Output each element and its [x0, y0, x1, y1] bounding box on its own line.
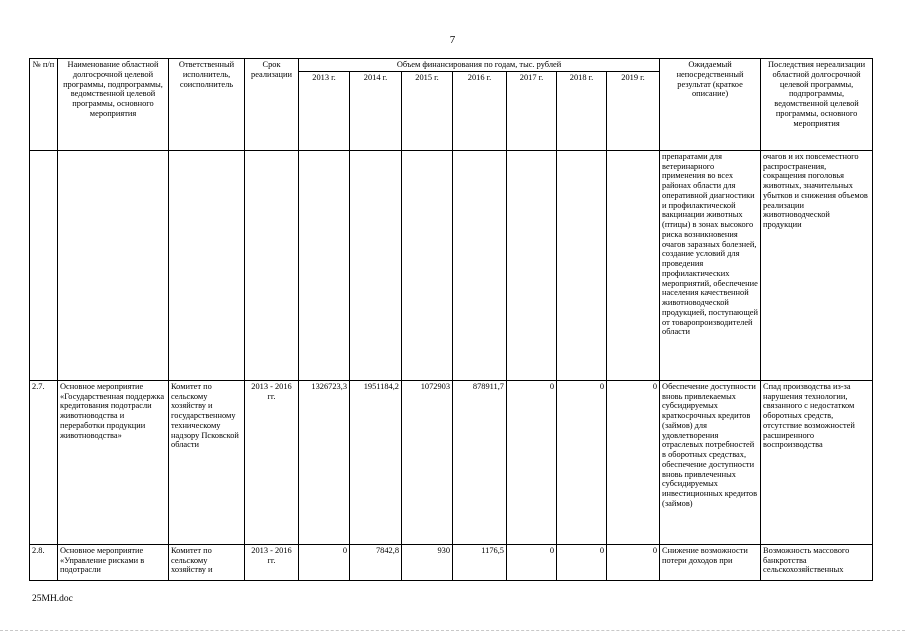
row-value: 0	[299, 544, 350, 580]
row-value: 0	[557, 544, 607, 580]
row-executor: Комитет по сельскому хозяйству и государственному техническому надзору Псковской области	[169, 380, 245, 544]
row-value: 0	[507, 544, 557, 580]
row-term: 2013 - 2016 гг.	[245, 380, 299, 544]
row-executor	[169, 150, 245, 380]
row-consequences: очагов и их повсеместного распространения, сокращения поголовья животных, значительных убытков и снижения объемов реализации животноводческой продукции	[761, 150, 873, 380]
row-value: 0	[607, 380, 660, 544]
row-term	[245, 150, 299, 380]
row-value	[350, 150, 402, 380]
row-value: 7842,8	[350, 544, 402, 580]
row-name: Основное мероприятие «Управление рисками в подотрасли	[58, 544, 169, 580]
row-value: 1072903	[402, 380, 453, 544]
row-consequences: Возможность массового банкротства сельскохозяйственных	[761, 544, 873, 580]
row-value: 0	[507, 380, 557, 544]
row-executor: Комитет по сельскому хозяйству и	[169, 544, 245, 580]
header-year: 2013 г.	[299, 71, 350, 150]
header-consequences: Последствия нереализации областной долгосрочной целевой программы, подпрограммы, ведомственной целевой программы, основного мероприятия	[761, 59, 873, 151]
financing-table	[29, 58, 873, 581]
row-num: 2.7.	[30, 380, 58, 544]
row-value: 1326723,3	[299, 380, 350, 544]
header-year: 2017 г.	[507, 71, 557, 150]
header-year: 2016 г.	[453, 71, 507, 150]
row-value: 1951184,2	[350, 380, 402, 544]
row-expected: препаратами для ветеринарного применения во всех районах области для оперативной диагностики и профилактической вакцинации животных (птицы) в зонах высокого риска возникновения очагов заразных болезней, создание условий для проведения профилактических мероприятий, обеспечение населения качественной животноводческой продукцией, поступающей от товаропроизводителей области	[660, 150, 761, 380]
row-value	[607, 150, 660, 380]
header-name: Наименование областной долгосрочной целевой программы, подпрограммы, ведомственной целевой программы, основного мероприятия	[58, 59, 169, 151]
row-value	[402, 150, 453, 380]
header-num: № п/п	[30, 59, 58, 151]
table-row	[30, 380, 873, 544]
row-num	[30, 150, 58, 380]
row-value: 0	[607, 544, 660, 580]
row-value	[507, 150, 557, 380]
document-filename: 25МН.doc	[32, 594, 73, 604]
row-value: 930	[402, 544, 453, 580]
row-value	[557, 150, 607, 380]
header-year: 2018 г.	[557, 71, 607, 150]
header-executor: Ответственный исполнитель, соисполнитель	[169, 59, 245, 151]
row-expected: Снижение возможности потери доходов при	[660, 544, 761, 580]
header-term: Срок реализации	[245, 59, 299, 151]
scan-edge-divider	[0, 630, 905, 632]
header-year: 2014 г.	[350, 71, 402, 150]
row-value	[453, 150, 507, 380]
row-num: 2.8.	[30, 544, 58, 580]
header-year: 2019 г.	[607, 71, 660, 150]
row-term: 2013 - 2016 гг.	[245, 544, 299, 580]
row-value: 1176,5	[453, 544, 507, 580]
row-value: 0	[557, 380, 607, 544]
row-expected: Обеспечение доступности вновь привлекаемых субсидируемых краткосрочных кредитов (займов) для удовлетворения отраслевых потребностей в оборотных средствах, обеспечение доступности вновь привлеченных субсидируемых инвестиционных кредитов (займов)	[660, 380, 761, 544]
row-value	[299, 150, 350, 380]
header-year: 2015 г.	[402, 71, 453, 150]
row-name: Основное мероприятие «Государственная поддержка кредитования подотрасли животноводства и переработки продукции животноводства»	[58, 380, 169, 544]
row-value: 878911,7	[453, 380, 507, 544]
header-expected: Ожидаемый непосредственный результат (краткое описание)	[660, 59, 761, 151]
table-row	[30, 544, 873, 580]
header-funding-group: Объем финансирования по годам, тыс. рублей	[299, 59, 660, 72]
row-name	[58, 150, 169, 380]
row-consequences: Спад производства из-за нарушения технологии, связанного с недостатком оборотных средств, отсутствие возможностей расширенного воспроизводства	[761, 380, 873, 544]
table-row	[30, 150, 873, 380]
page-number: 7	[449, 34, 456, 46]
